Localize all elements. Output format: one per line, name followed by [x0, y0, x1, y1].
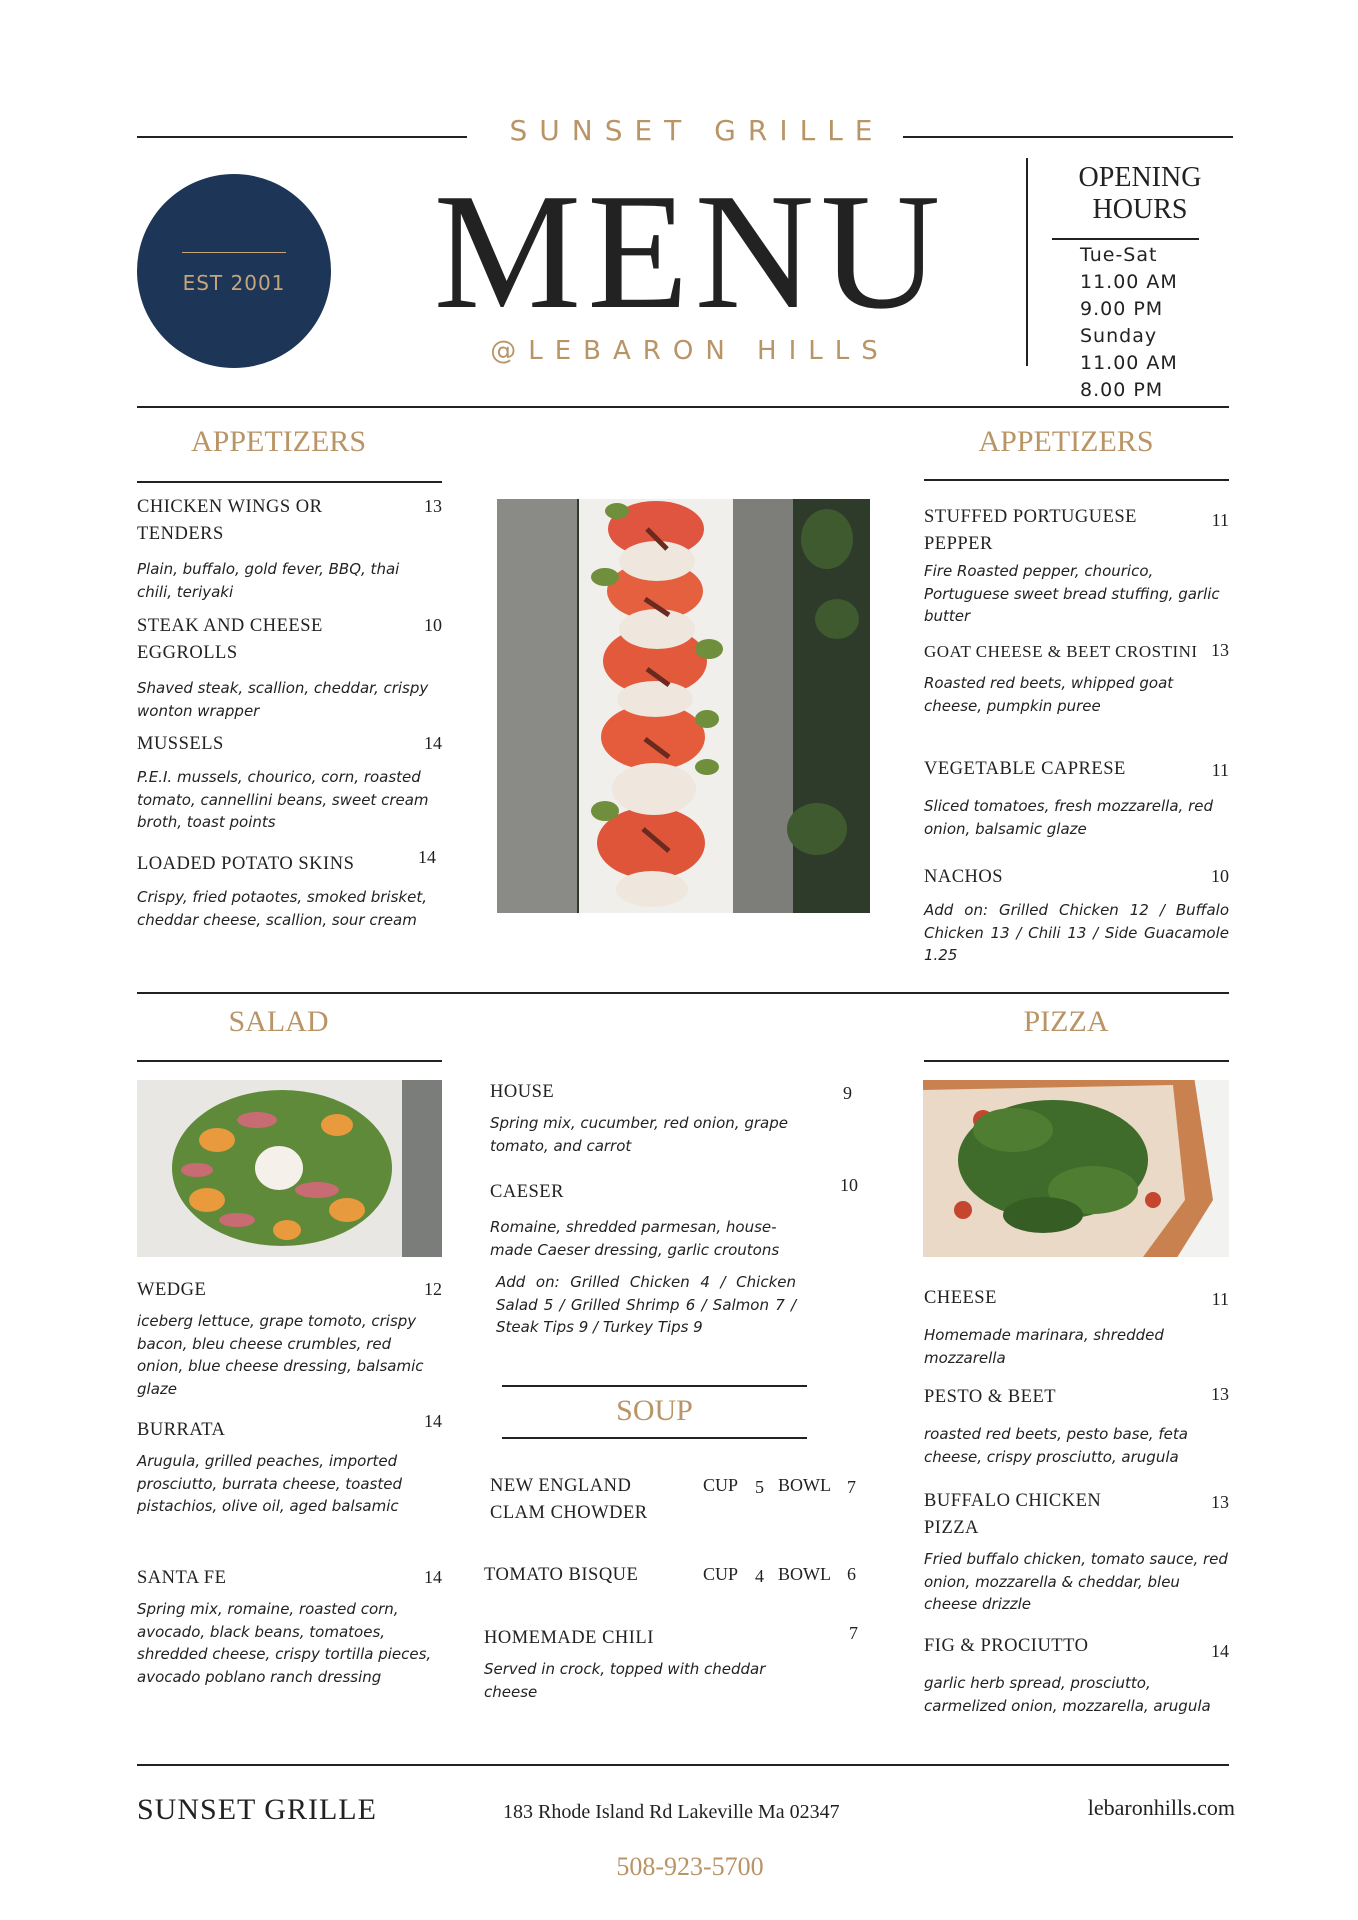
salad-heading: SALAD — [228, 1005, 329, 1038]
item-price: 14 — [1211, 1641, 1229, 1661]
menu-item — [490, 1175, 860, 1261]
menu-item — [924, 638, 1229, 717]
item-price: 13 — [1211, 640, 1229, 660]
menu-item — [924, 504, 1229, 628]
item-name: LOADED POTATO SKINS — [137, 854, 355, 874]
salad-rule — [137, 1060, 442, 1062]
hours-line: Sunday — [1080, 325, 1158, 347]
menu-item — [137, 731, 442, 834]
section-divider — [137, 992, 1229, 994]
menu-item — [137, 494, 442, 603]
item-price: 14 — [424, 733, 442, 753]
soup-item — [490, 1473, 870, 1527]
item-description: iceberg lettuce, grape tomoto, crispy bacon, bleu cheese crumbles, red onion, blue cheese dressing, balsamic glaze — [137, 1312, 424, 1398]
item-price: 11 — [1211, 510, 1229, 530]
item-name: VEGETABLE CAPRESE — [924, 759, 1126, 779]
photo-caprese-illustration — [497, 499, 870, 913]
bowl-price: 6 — [847, 1564, 856, 1584]
hours-heading — [1050, 162, 1230, 226]
item-name: SANTA FE — [137, 1568, 227, 1588]
item-description: Homemade marinara, shredded mozzarella — [924, 1326, 1164, 1367]
item-price: 11 — [1211, 760, 1229, 780]
appetizers-right-rule — [924, 479, 1229, 481]
item-description: Served in crock, topped with cheddar cheese — [484, 1660, 766, 1701]
item-name: BUFFALO CHICKEN PIZZA — [924, 1491, 1102, 1538]
item-name: MUSSELS — [137, 734, 224, 754]
item-description: Sliced tomatoes, fresh mozzarella, red onion, balsamic glaze — [924, 797, 1213, 838]
footer-address: 183 Rhode Island Rd Lakeville Ma 02347 — [503, 1801, 840, 1823]
menu-item — [924, 864, 1229, 967]
footer-restaurant-name: SUNSET GRILLE — [137, 1793, 377, 1826]
item-description: Spring mix, romaine, roasted corn, avocado, black beans, tomatoes, shredded cheese, crispy tortilla pieces, avocado poblano ranch dressing — [137, 1600, 432, 1686]
bowl-label: BOWL — [778, 1475, 831, 1495]
item-price: 10 — [1211, 866, 1229, 886]
hours-list — [1080, 242, 1240, 404]
menu-item — [137, 847, 442, 931]
footer-rule — [137, 1764, 1229, 1766]
hours-line: 8.00 PM — [1080, 379, 1164, 401]
menu-item — [924, 1285, 1229, 1369]
menu-item — [924, 1488, 1229, 1616]
appetizers-left-rule — [137, 481, 442, 483]
hours-line: 11.00 AM — [1080, 352, 1178, 374]
established-badge — [137, 174, 331, 368]
item-name: STUFFED PORTUGUESE PEPPER — [924, 507, 1137, 554]
item-name: GOAT CHEESE & BEET CROSTINI — [924, 642, 1198, 661]
hours-line: 11.00 AM — [1080, 271, 1178, 293]
photo-pizza-illustration — [923, 1080, 1229, 1257]
bowl-price: 7 — [847, 1477, 856, 1497]
item-name: HOUSE — [490, 1082, 555, 1102]
hours-divider-vertical — [1026, 158, 1028, 366]
salad-addons: Add on: Grilled Chicken 4 / Chicken Salad 5 / Grilled Shrimp 6 / Salmon 7 / Steak Tips 9 / Turkey Tips 9 — [496, 1273, 796, 1336]
pizza-rule — [924, 1060, 1229, 1062]
item-price: 7 — [849, 1623, 858, 1643]
item-description: Spring mix, cucumber, red onion, grape tomato, and carrot — [490, 1114, 788, 1155]
item-name: CAESER — [490, 1182, 564, 1202]
item-name: BURRATA — [137, 1420, 226, 1440]
item-name: CHEESE — [924, 1288, 997, 1308]
item-name: STEAK AND CHEESE EGGROLLS — [137, 616, 323, 663]
menu-item — [137, 613, 442, 722]
foliage — [787, 509, 859, 855]
item-name: NACHOS — [924, 867, 1004, 887]
item-price: 13 — [424, 496, 442, 516]
item-description: Crispy, fried potaotes, smoked brisket, cheddar cheese, scallion, sour cream — [137, 888, 427, 929]
header-rule-right — [903, 136, 1233, 138]
item-description: roasted red beets, pesto base, feta cheese, crispy prosciutto, arugula — [924, 1425, 1188, 1466]
menu-item — [137, 1565, 442, 1688]
brand-name: SUNSET GRILLE — [509, 114, 885, 147]
soup-item — [484, 1562, 870, 1589]
cup-label: CUP — [703, 1564, 739, 1584]
pizza-photo — [923, 1080, 1229, 1257]
item-price: 10 — [840, 1175, 858, 1195]
item-description: garlic herb spread, prosciutto, carmelized onion, mozzarella, arugula — [924, 1674, 1211, 1715]
menu-item — [137, 1277, 442, 1400]
soup-rule-top — [502, 1385, 807, 1387]
item-price: 14 — [418, 847, 436, 867]
appetizers-right-heading: APPETIZERS — [978, 425, 1154, 458]
item-price: 9 — [843, 1083, 852, 1103]
caprese-photo — [497, 499, 870, 913]
item-price: 14 — [424, 1411, 442, 1431]
item-description: Roasted red beets, whipped goat cheese, pumpkin puree — [924, 674, 1174, 715]
salad-photo — [137, 1080, 442, 1257]
bowl-label: BOWL — [778, 1564, 831, 1584]
item-name: PESTO & BEET — [924, 1387, 1057, 1407]
header-rule-left — [137, 136, 467, 138]
item-name: CHICKEN WINGS OR TENDERS — [137, 497, 323, 544]
badge-divider — [182, 252, 286, 253]
item-name: HOMEMADE CHILI — [484, 1628, 654, 1648]
item-price: 12 — [424, 1279, 442, 1299]
hours-heading-line-1: OPENING — [1078, 162, 1202, 193]
established-text: EST 2001 — [182, 271, 286, 295]
header-bottom-rule — [137, 406, 1229, 408]
menu-item — [924, 756, 1229, 840]
soup-rule-bottom — [502, 1437, 807, 1439]
footer-website[interactable]: lebaronhills.com — [1087, 1795, 1235, 1820]
hours-line: Tue-Sat — [1080, 244, 1158, 266]
item-description: Romaine, shredded parmesan, house-made Caeser dressing, garlic croutons — [490, 1218, 780, 1259]
menu-item — [137, 1411, 442, 1518]
menu-item — [924, 1633, 1229, 1717]
item-description: Plain, buffalo, gold fever, BBQ, thai chili, teriyaki — [137, 560, 400, 601]
item-price: 11 — [1211, 1289, 1229, 1309]
menu-item — [924, 1384, 1229, 1468]
cup-price: 5 — [755, 1477, 764, 1497]
item-name: WEDGE — [137, 1280, 207, 1300]
item-price: 13 — [1211, 1384, 1229, 1404]
item-name: NEW ENGLAND CLAM CHOWDER — [490, 1476, 648, 1523]
soup-heading: SOUP — [616, 1394, 693, 1427]
burrata — [255, 1146, 303, 1190]
hours-heading-line-2: HOURS — [1092, 194, 1188, 226]
hours-line: 9.00 PM — [1080, 298, 1164, 320]
item-description: Add on: Grilled Chicken 12 / Buffalo Chicken 13 / Chili 13 / Side Guacamole 1.25 — [924, 901, 1229, 964]
cup-price: 4 — [755, 1566, 764, 1586]
item-description: Fire Roasted pepper, chourico, Portuguese sweet bread stuffing, garlic butter — [924, 562, 1220, 625]
item-description: Shaved steak, scallion, cheddar, crispy wonton wrapper — [137, 679, 429, 720]
soup-item — [484, 1625, 870, 1703]
appetizers-left-heading: APPETIZERS — [190, 425, 367, 458]
item-price: 13 — [1211, 1492, 1229, 1512]
item-name: TOMATO BISQUE — [484, 1565, 639, 1585]
item-price: 14 — [424, 1567, 442, 1587]
hours-underline — [1052, 238, 1199, 240]
cup-label: CUP — [703, 1475, 739, 1495]
menu-item — [490, 1079, 860, 1157]
page-title: MENU — [433, 159, 947, 343]
item-description: P.E.I. mussels, chourico, corn, roasted tomato, cannellini beans, sweet cream broth, toast points — [137, 768, 429, 831]
item-description: Fried buffalo chicken, tomato sauce, red onion, mozzarella & cheddar, bleu cheese drizzle — [924, 1550, 1228, 1613]
location-subtitle: @LEBARON HILLS — [490, 336, 890, 366]
photo-salad-illustration — [137, 1080, 442, 1257]
item-name: FIG & PROCIUTTO — [924, 1636, 1089, 1656]
item-description: Arugula, grilled peaches, imported prosciutto, burrata cheese, toasted pistachios, olive oil, aged balsamic — [137, 1452, 402, 1515]
footer-phone[interactable]: 508-923-5700 — [616, 1852, 764, 1881]
item-price: 10 — [424, 615, 442, 635]
pizza-heading: PIZZA — [1023, 1005, 1109, 1038]
